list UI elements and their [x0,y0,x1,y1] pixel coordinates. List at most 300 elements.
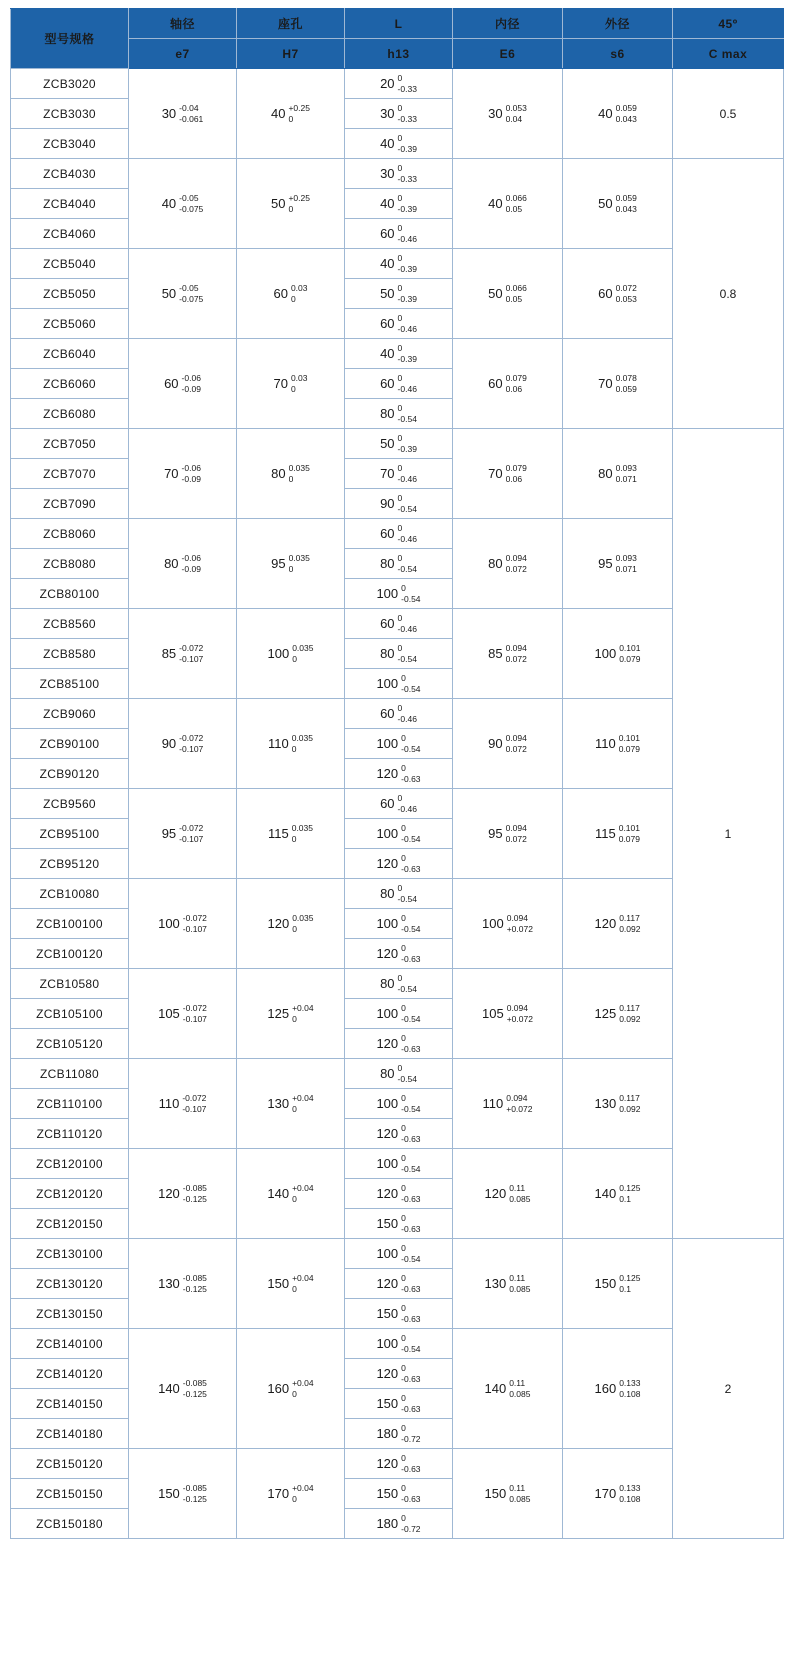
length-upper-dev: 0 [397,223,403,234]
length-upper-dev: 0 [397,1063,403,1074]
cell-model: ZCB5060 [11,309,129,339]
shaft-diameter-nominal: 70 [164,466,179,481]
length-lower-dev: -0.54 [397,503,417,514]
shaft-diameter-nominal: 140 [158,1381,180,1396]
length-value [376,1423,420,1444]
shaft-diameter-nominal: 85 [161,646,177,661]
length-lower-dev: -0.33 [397,83,417,94]
header-row-primary [11,9,784,39]
length-deviations [401,1033,420,1054]
outer-diameter-upper-dev: 0.059 [615,193,637,204]
length-value [376,1123,420,1144]
inner-diameter-upper-dev: 0.11 [509,1483,526,1494]
outer-diameter-value [598,283,637,304]
outer-diameter-deviations [619,643,640,664]
cell-model: ZCB90120 [11,759,129,789]
cell-length [345,909,453,939]
inner-diameter-deviations [509,1183,530,1204]
length-lower-dev: -0.39 [397,293,417,304]
length-lower-dev: -0.63 [401,1133,421,1144]
length-deviations [398,523,417,544]
cell-length [345,999,453,1029]
housing-bore-value [273,373,307,394]
housing-bore-value [271,193,310,214]
col-subheader-cmax: C max [673,39,784,69]
cell-length [345,1449,453,1479]
table-row [11,1329,784,1359]
cell-length [345,429,453,459]
length-lower-dev: -0.63 [401,1463,421,1474]
housing-bore-value [267,1273,313,1294]
length-upper-dev: 0 [401,1213,406,1224]
specification-table [10,8,784,1539]
length-deviations [398,223,417,244]
length-upper-dev: 0 [397,283,403,294]
col-header-length: L [345,9,453,39]
outer-diameter-lower-dev: 0.059 [615,383,637,394]
cell-housing-bore [237,69,345,159]
col-header-shaft-dia: 轴径 [129,9,237,39]
shaft-diameter-nominal: 60 [164,376,179,391]
inner-diameter-deviations [506,1093,532,1114]
length-lower-dev: -0.39 [397,443,417,454]
length-value [376,1213,420,1234]
length-nominal: 120 [376,766,399,781]
shaft-diameter-nominal: 95 [161,826,177,841]
length-value [376,673,420,694]
length-nominal: 120 [376,856,399,871]
length-upper-dev: 0 [397,703,403,714]
outer-diameter-nominal: 70 [598,376,613,391]
cell-housing-bore [237,249,345,339]
cell-housing-bore [237,1149,345,1239]
cell-length [345,819,453,849]
cell-length [345,579,453,609]
length-value [380,133,417,154]
length-nominal: 20 [380,76,395,91]
inner-diameter-value [488,553,527,574]
outer-diameter-nominal: 120 [594,916,617,931]
length-nominal: 80 [380,1066,395,1081]
outer-diameter-upper-dev: 0.133 [619,1483,641,1494]
cell-length [345,969,453,999]
cell-inner-diameter [453,1059,563,1149]
length-deviations [398,703,417,724]
outer-diameter-upper-dev: 0.117 [619,913,640,924]
outer-diameter-deviations [619,1183,640,1204]
housing-bore-upper-dev: +0.04 [292,1093,314,1104]
table-row [11,879,784,909]
inner-diameter-deviations [507,1003,533,1024]
cell-shaft-diameter [129,519,237,609]
table-row [11,519,784,549]
housing-bore-lower-dev: 0 [288,113,294,124]
shaft-diameter-value [158,1378,207,1399]
cell-inner-diameter [453,789,563,879]
cell-model: ZCB130100 [11,1239,129,1269]
outer-diameter-lower-dev: 0.043 [615,203,637,214]
shaft-diameter-deviations [182,553,201,574]
length-deviations [398,313,417,334]
shaft-diameter-deviations [183,1003,207,1024]
outer-diameter-value [595,1483,641,1504]
cell-housing-bore [237,789,345,879]
cell-model: ZCB120100 [11,1149,129,1179]
outer-diameter-value [598,193,637,214]
length-value [380,253,417,274]
outer-diameter-value [595,733,640,754]
length-upper-dev: 0 [401,1363,406,1374]
length-value [380,283,417,304]
cell-model: ZCB10580 [11,969,129,999]
housing-bore-upper-dev: +0.04 [292,1483,314,1494]
cell-length [345,1359,453,1389]
length-lower-dev: -0.63 [401,1373,421,1384]
length-value [380,553,417,574]
col-subheader-h13: h13 [345,39,453,69]
length-value [380,313,417,334]
inner-diameter-upper-dev: 0.11 [509,1273,526,1284]
cell-outer-diameter [563,789,673,879]
length-nominal: 60 [380,796,395,811]
length-deviations [398,133,417,154]
cell-model: ZCB140180 [11,1419,129,1449]
cell-model: ZCB90100 [11,729,129,759]
outer-diameter-upper-dev: 0.101 [618,823,640,834]
inner-diameter-deviations [509,1273,530,1294]
inner-diameter-upper-dev: 0.066 [505,193,527,204]
length-lower-dev: -0.63 [401,1403,421,1414]
length-value [376,1273,420,1294]
outer-diameter-upper-dev: 0.072 [615,283,637,294]
cell-housing-bore [237,1449,345,1539]
housing-bore-lower-dev: 0 [290,383,296,394]
length-upper-dev: 0 [397,883,403,894]
table-row [11,159,784,189]
shaft-diameter-nominal: 120 [158,1186,180,1201]
inner-diameter-nominal: 100 [482,916,504,931]
col-subheader-h7: H7 [237,39,345,69]
cell-length [345,1059,453,1089]
length-upper-dev: 0 [397,163,403,174]
shaft-diameter-value [162,733,204,754]
table-row [11,1449,784,1479]
cell-inner-diameter [453,1149,563,1239]
length-nominal: 100 [376,1156,399,1171]
inner-diameter-upper-dev: 0.11 [509,1378,526,1389]
length-upper-dev: 0 [401,1483,406,1494]
length-deviations [398,73,417,94]
shaft-diameter-deviations [179,283,203,304]
cell-inner-diameter [453,609,563,699]
length-upper-dev: 0 [401,823,406,834]
length-value [380,223,417,244]
cell-model: ZCB85100 [11,669,129,699]
length-deviations [401,1243,420,1264]
shaft-diameter-nominal: 150 [158,1486,180,1501]
outer-diameter-nominal: 115 [594,826,616,841]
housing-bore-value [271,463,310,484]
housing-bore-deviations [292,1273,314,1294]
length-deviations [401,1153,420,1174]
cell-model: ZCB8080 [11,549,129,579]
inner-diameter-upper-dev: 0.053 [505,103,527,114]
inner-diameter-lower-dev: 0.072 [505,563,527,574]
outer-diameter-deviations [619,823,640,844]
cell-outer-diameter [563,339,673,429]
length-deviations [401,913,420,934]
outer-diameter-lower-dev: 0.079 [618,743,640,754]
length-nominal: 150 [376,1216,399,1231]
length-deviations [398,643,417,664]
length-deviations [401,1333,420,1354]
cell-inner-diameter [453,429,563,519]
shaft-diameter-value [158,1273,207,1294]
inner-diameter-value [488,733,527,754]
outer-diameter-deviations [619,1273,640,1294]
length-value [376,1363,420,1384]
shaft-diameter-value [158,913,207,934]
length-lower-dev: -0.33 [397,173,417,184]
cell-length [345,759,453,789]
length-lower-dev: -0.63 [401,1223,421,1234]
housing-bore-nominal: 95 [271,556,286,571]
shaft-diameter-deviations [183,1273,207,1294]
outer-diameter-deviations [619,1093,640,1114]
length-nominal: 180 [376,1516,399,1531]
length-nominal: 60 [380,526,395,541]
cell-model: ZCB110120 [11,1119,129,1149]
length-value [380,343,417,364]
length-deviations [401,1393,420,1414]
outer-diameter-deviations [619,913,640,934]
cell-length [345,129,453,159]
shaft-diameter-value [158,1483,207,1504]
inner-diameter-deviations [506,283,527,304]
cell-shaft-diameter [129,1239,237,1329]
length-value [380,643,417,664]
cell-model: ZCB150120 [11,1449,129,1479]
col-header-chamfer-angle: 45º [673,9,784,39]
housing-bore-nominal: 70 [273,376,288,391]
housing-bore-value [268,643,314,664]
length-deviations [401,1273,420,1294]
outer-diameter-deviations [619,733,640,754]
length-lower-dev: -0.63 [401,773,421,784]
cell-housing-bore [237,609,345,699]
shaft-diameter-lower-dev: -0.107 [179,653,204,664]
cell-length [345,1419,453,1449]
length-upper-dev: 0 [401,943,406,954]
length-value [380,73,417,94]
cell-model: ZCB105120 [11,1029,129,1059]
length-deviations [398,973,417,994]
length-lower-dev: -0.54 [397,1073,417,1084]
cell-model: ZCB95120 [11,849,129,879]
length-value [376,1243,420,1264]
length-value [376,583,420,604]
cell-model: ZCB4030 [11,159,129,189]
length-lower-dev: -0.54 [401,1103,421,1114]
housing-bore-value [271,553,310,574]
housing-bore-value [268,913,314,934]
inner-diameter-lower-dev: 0.085 [509,1193,531,1204]
length-nominal: 50 [380,286,395,301]
shaft-diameter-nominal: 90 [161,736,177,751]
cell-length [345,309,453,339]
cell-model: ZCB3040 [11,129,129,159]
cell-outer-diameter [563,1149,673,1239]
cell-length [345,1209,453,1239]
shaft-diameter-value [162,823,204,844]
outer-diameter-deviations [616,103,637,124]
housing-bore-upper-dev: 0.035 [291,733,313,744]
length-lower-dev: -0.54 [397,983,417,994]
length-lower-dev: -0.54 [401,1343,421,1354]
cell-shaft-diameter [129,339,237,429]
length-upper-dev: 0 [397,133,403,144]
housing-bore-value [267,1003,313,1024]
shaft-diameter-value [162,103,204,124]
length-lower-dev: -0.54 [397,893,417,904]
housing-bore-lower-dev: 0 [292,1103,297,1114]
length-lower-dev: -0.54 [397,653,417,664]
cell-length [345,1329,453,1359]
housing-bore-lower-dev: 0 [292,923,297,934]
housing-bore-value [267,1378,313,1399]
cell-outer-diameter [563,609,673,699]
cell-length [345,849,453,879]
length-upper-dev: 0 [401,763,406,774]
inner-diameter-nominal: 105 [482,1006,504,1021]
cell-length [345,789,453,819]
cell-shaft-diameter [129,609,237,699]
length-lower-dev: -0.54 [401,1163,421,1174]
inner-diameter-value [488,283,527,304]
outer-diameter-value [598,103,637,124]
housing-bore-value [268,823,313,844]
cell-model: ZCB6060 [11,369,129,399]
outer-diameter-upper-dev: 0.117 [619,1093,640,1104]
shaft-diameter-lower-dev: -0.09 [181,473,201,484]
inner-diameter-nominal: 80 [488,556,503,571]
cell-housing-bore [237,519,345,609]
cell-model: ZCB6040 [11,339,129,369]
cell-model: ZCB80100 [11,579,129,609]
outer-diameter-value [598,553,637,574]
outer-diameter-upper-dev: 0.101 [619,643,641,654]
length-upper-dev: 0 [401,1183,406,1194]
length-lower-dev: -0.72 [401,1523,421,1534]
outer-diameter-upper-dev: 0.093 [615,463,637,474]
length-nominal: 80 [380,886,395,901]
length-deviations [401,1123,420,1144]
housing-bore-deviations [292,1093,314,1114]
inner-diameter-upper-dev: 0.094 [506,913,528,924]
shaft-diameter-value [164,373,201,394]
cell-length [345,939,453,969]
length-upper-dev: 0 [401,1393,406,1404]
length-deviations [401,853,420,874]
housing-bore-nominal: 125 [267,1006,290,1021]
cell-shaft-diameter [129,1059,237,1149]
inner-diameter-lower-dev: +0.072 [506,1013,533,1024]
cell-inner-diameter [453,1239,563,1329]
length-value [380,613,417,634]
table-row [11,249,784,279]
cell-length [345,369,453,399]
housing-bore-deviations [289,553,310,574]
housing-bore-nominal: 120 [267,916,290,931]
outer-diameter-nominal: 130 [594,1096,617,1111]
length-upper-dev: 0 [401,913,406,924]
outer-diameter-value [598,463,637,484]
col-header-housing-bore: 座孔 [237,9,345,39]
inner-diameter-deviations [507,913,533,934]
outer-diameter-deviations [619,1378,640,1399]
inner-diameter-nominal: 60 [488,376,503,391]
inner-diameter-value [482,1003,533,1024]
cell-outer-diameter [563,1059,673,1149]
length-deviations [401,1213,420,1234]
housing-bore-upper-dev: +0.25 [288,103,310,114]
inner-diameter-lower-dev: 0.072 [505,653,527,664]
inner-diameter-upper-dev: 0.066 [505,283,527,294]
housing-bore-value [267,1483,313,1504]
inner-diameter-upper-dev: 0.094 [505,823,527,834]
cell-length [345,1509,453,1539]
shaft-diameter-deviations [179,193,203,214]
length-upper-dev: 0 [397,793,403,804]
shaft-diameter-lower-dev: -0.107 [182,1013,207,1024]
outer-diameter-lower-dev: 0.053 [615,293,637,304]
length-value [376,1453,420,1474]
inner-diameter-nominal: 50 [488,286,503,301]
shaft-diameter-value [162,283,204,304]
cell-length [345,1299,453,1329]
length-nominal: 80 [380,976,395,991]
length-nominal: 120 [376,946,399,961]
length-lower-dev: -0.46 [397,623,417,634]
length-nominal: 100 [376,1246,399,1261]
shaft-diameter-upper-dev: -0.072 [179,643,204,654]
length-deviations [398,493,417,514]
housing-bore-nominal: 140 [267,1186,290,1201]
table-row [11,969,784,999]
length-lower-dev: -0.54 [397,563,417,574]
cell-chamfer-cmax: 1 [673,429,784,1239]
length-nominal: 100 [376,736,399,751]
inner-diameter-lower-dev: 0.085 [509,1388,531,1399]
cell-shaft-diameter [129,789,237,879]
cell-housing-bore [237,1239,345,1329]
inner-diameter-deviations [506,373,527,394]
cell-model: ZCB8580 [11,639,129,669]
length-lower-dev: -0.46 [397,383,417,394]
outer-diameter-nominal: 150 [594,1276,617,1291]
length-upper-dev: 0 [401,1093,406,1104]
cell-length [345,699,453,729]
cell-model: ZCB4040 [11,189,129,219]
inner-diameter-nominal: 150 [484,1486,507,1501]
length-value [380,103,417,124]
length-lower-dev: -0.46 [397,473,417,484]
cell-inner-diameter [453,699,563,789]
housing-bore-lower-dev: 0 [288,473,294,484]
outer-diameter-deviations [619,1003,640,1024]
length-value [380,463,417,484]
cell-outer-diameter [563,1239,673,1329]
